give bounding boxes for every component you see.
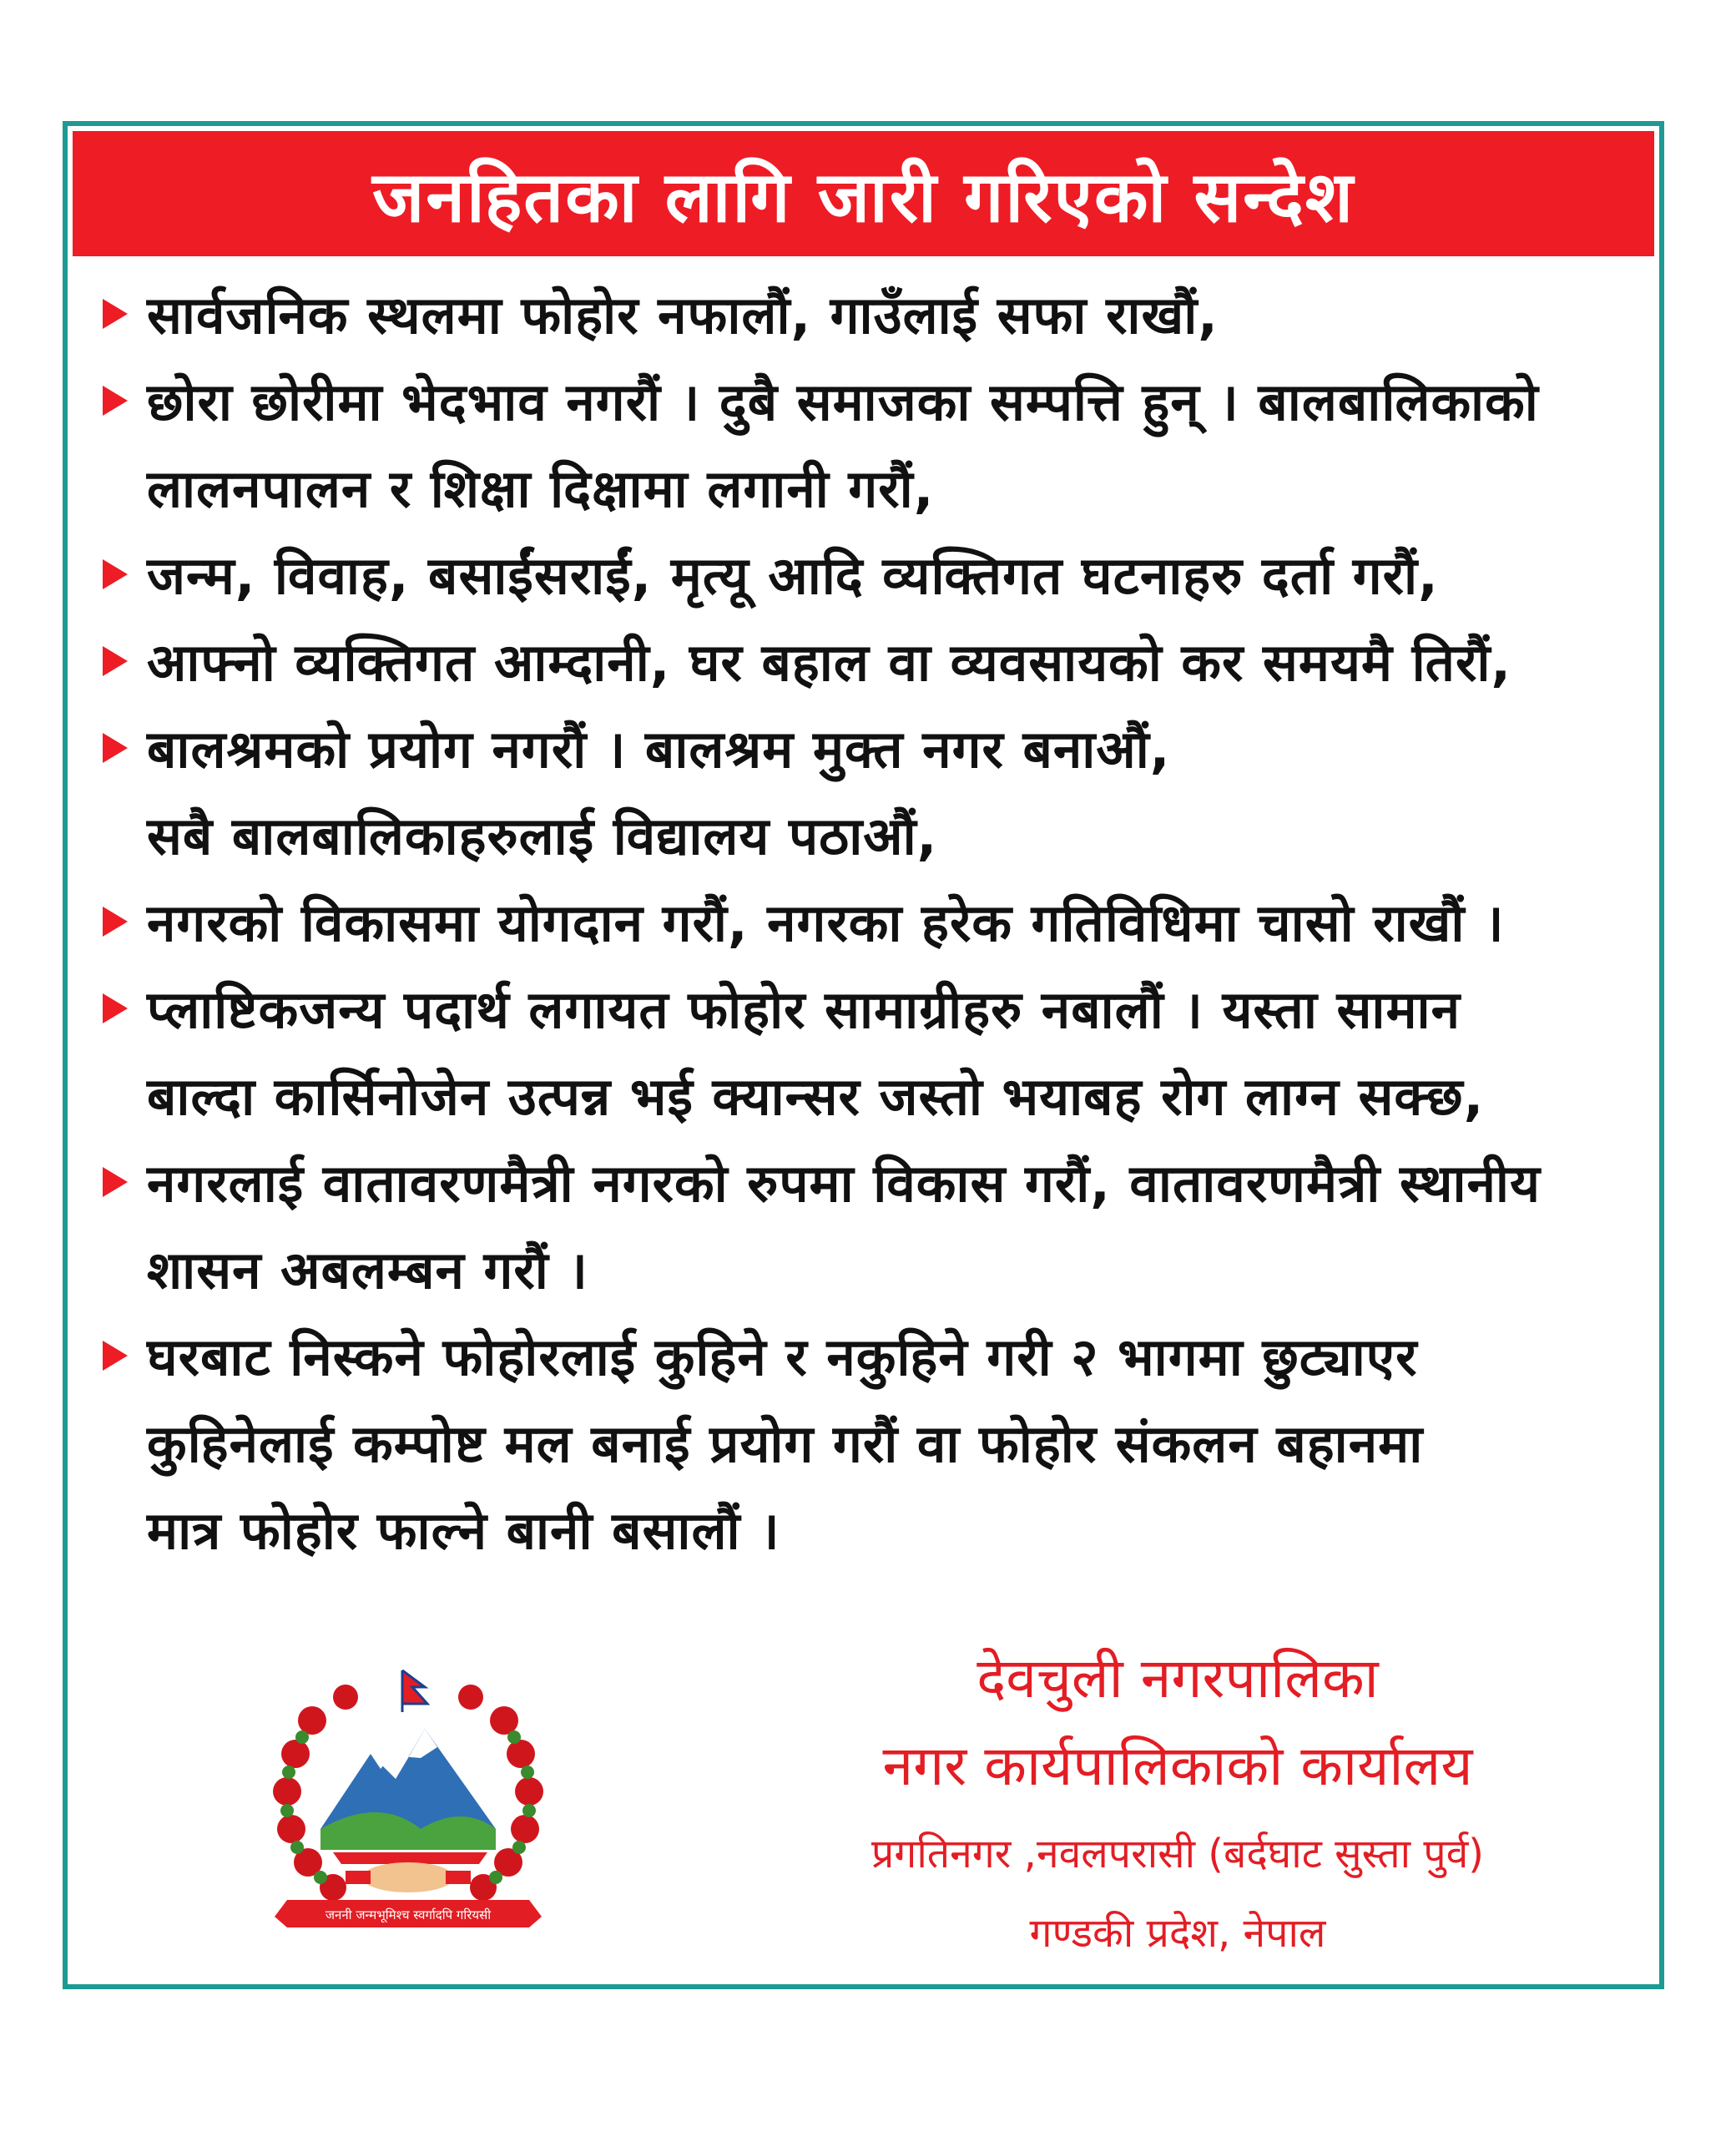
bullet-arrow-icon [103, 559, 128, 589]
nepal-emblem-icon [254, 1662, 563, 1937]
message-item [84, 619, 1653, 706]
message-line: शासन अबलम्बन गरौं । [147, 1240, 588, 1301]
message-line: मात्र फोहोर फाल्ने बानी बसालौं । [147, 1500, 780, 1561]
bullet-arrow-icon [103, 733, 128, 763]
message-line: बाल्दा कार्सिनोजेन उत्पन्न भई क्यान्सर जस्तो भयाबह रोग लाग्न सक्छ, [147, 1066, 1485, 1127]
message-item [84, 706, 1653, 880]
message-line: छोरा छोरीमा भेदभाव नगरौं । दुबै समाजका सम्पत्ति हुन् । बालबालिकाको [147, 371, 1539, 432]
message-line: सार्वजनिक स्थलमा फोहोर नफालौं, गाउँलाई सफा राखौं, [147, 285, 1219, 346]
bullet-arrow-icon [103, 646, 128, 676]
notice-title: जनहितका लागि जारी गरिएको सन्देश [372, 155, 1355, 238]
bullet-arrow-icon [103, 993, 128, 1023]
message-line: कुहिनेलाई कम्पोष्ट मल बनाई प्रयोग गरौं वा फोहोर संकलन बहानमा [147, 1413, 1424, 1474]
bullet-arrow-icon [103, 1167, 128, 1197]
bullet-arrow-icon [103, 386, 128, 416]
message-line: बालश्रमको प्रयोग नगरौं । बालश्रम मुक्त नगर बनाऔं, [147, 719, 1171, 780]
office-address: प्रगतिनगर ,नवलपरासी (बर्दघाट सुस्ता पुर्व) [871, 1831, 1484, 1877]
message-item [84, 1140, 1653, 1314]
message-line: आफ्नो व्यक्तिगत आम्दानी, घर बहाल वा व्यवसायको कर समयमै तिरौं, [147, 632, 1511, 693]
notice-frame [63, 121, 1664, 1989]
message-item [84, 533, 1653, 619]
message-line: लालनपालन र शिक्षा दिक्षामा लगानी गरौं, [147, 458, 935, 519]
message-item [84, 359, 1653, 533]
title-banner [73, 131, 1654, 256]
message-line: सबै बालबालिकाहरुलाई विद्यालय पठाऔं, [147, 806, 938, 866]
bullet-arrow-icon [103, 299, 128, 329]
message-item [84, 1314, 1653, 1574]
message-list [84, 272, 1653, 1574]
municipality-name: देवचुली नगरपालिका [976, 1646, 1379, 1710]
office-signature [685, 1637, 1670, 1971]
bullet-arrow-icon [103, 907, 128, 937]
message-line: प्लाष्टिकजन्य पदार्थ लगायत फोहोर सामाग्रीहरु नबालौं । यस्ता सामान [147, 979, 1461, 1040]
message-item [84, 967, 1653, 1140]
message-line: नगरलाई वातावरणमैत्री नगरको रुपमा विकास गरौं, वातावरणमैत्री स्थानीय [147, 1153, 1541, 1214]
message-line: जन्म, विवाह, बसाईंसराईं, मृत्यू आदि व्यक्तिगत घटनाहरु दर्ता गरौं, [147, 545, 1439, 606]
office-unit: नगर कार्यपालिकाको कार्यालय [882, 1734, 1473, 1798]
office-province: गण्डकी प्रदेश, नेपाल [1029, 1910, 1326, 1957]
message-item [84, 880, 1653, 967]
message-line: नगरको विकासमा योगदान गरौं, नगरका हरेक गतिविधिमा चासो राखौं । [147, 892, 1505, 953]
emblem-motto: जननी जन्मभूमिश्च स्वर्गादपि गरियसी [325, 1907, 492, 1922]
bullet-arrow-icon [103, 1341, 128, 1371]
message-line: घरबाट निस्कने फोहोरलाई कुहिने र नकुहिने गरी २ भागमा छुट्याएर [147, 1326, 1418, 1387]
message-item [84, 272, 1653, 359]
